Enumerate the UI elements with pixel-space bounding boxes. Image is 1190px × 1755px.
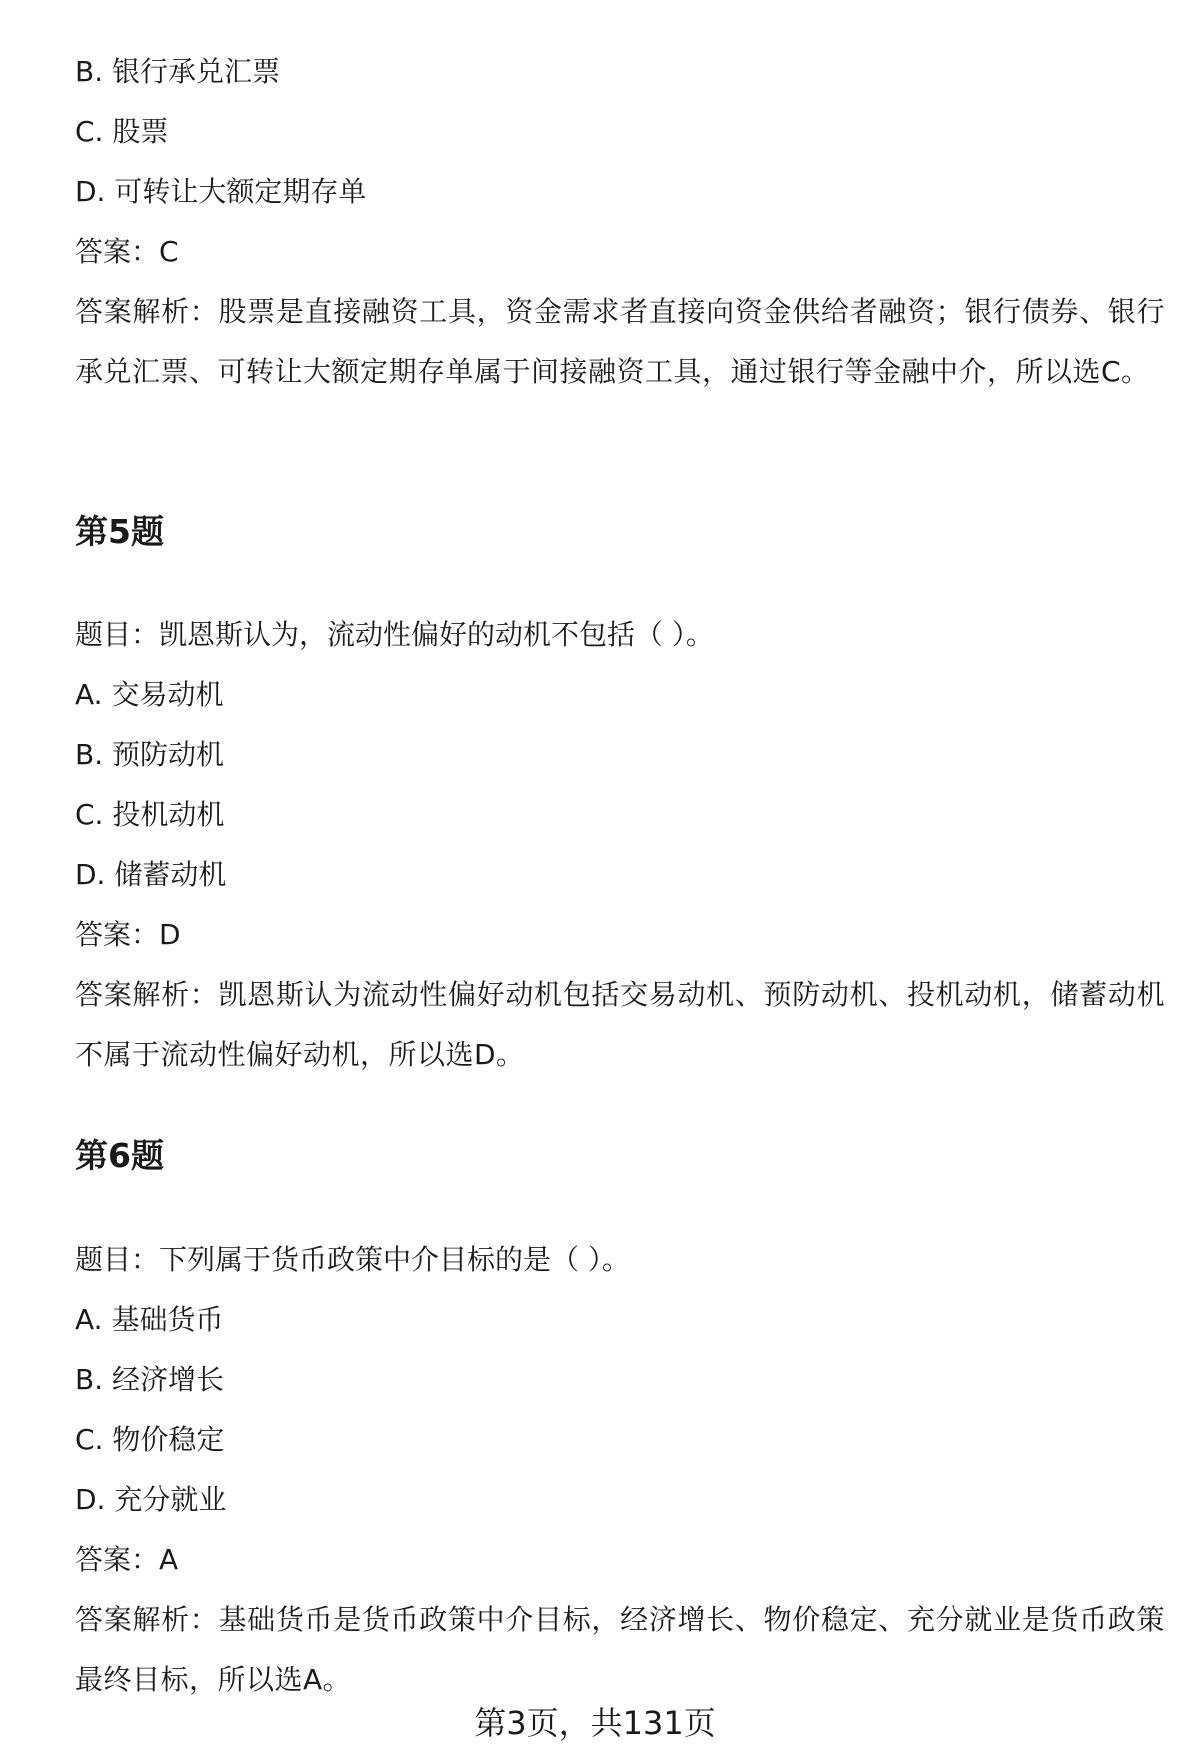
question-5-answer: 答案：D [75,918,181,951]
question-5-option-c: C. 投机动机 [75,798,225,831]
question-6-stem: 题目：下列属于货币政策中介目标的是（ ）。 [75,1243,630,1276]
prev-answer: 答案：C [75,235,179,268]
question-6-explanation: 答案解析：基础货币是货币政策中介目标，经济增长、物价稳定、充分就业是货币政策最终目标，所以选A。 [75,1603,1165,1696]
prev-option-c: C. 股票 [75,115,169,148]
question-6-option-b: B. 经济增长 [75,1363,225,1396]
question-5-option-a: A. 交易动机 [75,678,224,711]
page-number: 第3页，共131页 [474,1704,716,1742]
question-5-option-d: D. 储蓄动机 [75,858,227,891]
question-5-heading: 第5题 [75,512,164,551]
question-6-option-c: C. 物价稳定 [75,1423,225,1456]
question-6-answer: 答案：A [75,1543,179,1576]
prev-explanation: 答案解析：股票是直接融资工具，资金需求者直接向资金供给者融资；银行债券、银行承兑汇票、可转让大额定期存单属于间接融资工具，通过银行等金融中介，所以选C。 [75,295,1165,388]
question-5-stem: 题目：凯恩斯认为，流动性偏好的动机不包括（ ）。 [75,618,714,651]
question-5-option-b: B. 预防动机 [75,738,225,771]
question-6-option-d: D. 充分就业 [75,1483,227,1516]
question-6-option-a: A. 基础货币 [75,1303,224,1336]
question-6-heading: 第6题 [75,1136,164,1175]
question-5-explanation: 答案解析：凯恩斯认为流动性偏好动机包括交易动机、预防动机、投机动机，储蓄动机不属于流动性偏好动机，所以选D。 [75,978,1165,1071]
prev-option-b: B. 银行承兑汇票 [75,55,281,88]
prev-option-d: D. 可转让大额定期存单 [75,175,367,208]
